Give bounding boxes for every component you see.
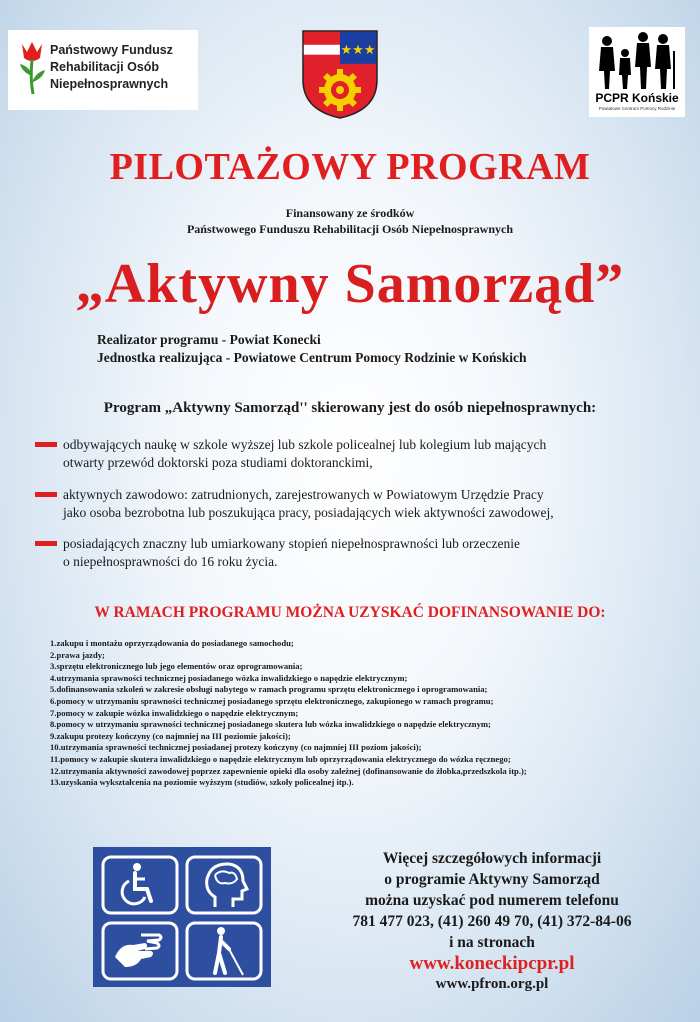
list-item: 11.pomocy w zakupie skutera inwalidzkiego o napędzie elektrycznym lub oprzyrządowania elektrycznego do wózka ręcznego; bbox=[50, 753, 511, 764]
list-item: 8.pomocy w utrzymaniu sprawności technicznej posiadanego skutera lub wózka inwalidzkiego o napędzie elektrycznym; bbox=[50, 719, 491, 730]
pfron-name-line: Niepełnosprawnych bbox=[50, 77, 169, 91]
bullet-line: odbywających naukę w szkole wyższej lub szkole policealnej lub kolegium lub mających bbox=[63, 437, 547, 452]
contact-line: można uzyskać pod numerem telefonu bbox=[365, 892, 619, 909]
realizer-line: Realizator programu - Powiat Konecki bbox=[97, 332, 321, 347]
pfron-name-line: Państwowy Fundusz bbox=[50, 43, 173, 57]
pfron-name-line: Rehabilitacji Osób bbox=[50, 60, 160, 74]
bullet-line: aktywnych zawodowo: zatrudnionych, zarejestrowanych w Powiatowym Urzędzie Pracy bbox=[63, 487, 544, 502]
list-item: 1.zakupu i montażu oprzyrządowania do posiadanego samochodu; bbox=[50, 638, 294, 648]
program-name: „Aktywny Samorząd” bbox=[75, 253, 625, 315]
funding-heading: W RAMACH PROGRAMU MOŻNA UZYSKAĆ DOFINANSOWANIE DO: bbox=[94, 604, 606, 621]
bullet-line: posiadających znaczny lub umiarkowany stopień niepełnosprawności lub orzeczenie bbox=[63, 536, 520, 551]
tulip-icon bbox=[18, 38, 48, 96]
coat-of-arms bbox=[300, 28, 380, 120]
contact-line: o programie Aktywny Samorząd bbox=[384, 871, 600, 888]
pcpr-name: PCPR Końskie bbox=[595, 91, 679, 105]
funding-line: Państwowego Funduszu Rehabilitacji Osób Niepełnosprawnych bbox=[186, 222, 514, 236]
list-item: 12.utrzymania aktywności zawodowej poprzez zapewnienie opieki dla osoby zależnej (dofinansowanie do żłobka,przedszkola itp.); bbox=[50, 765, 527, 776]
target-bullet bbox=[63, 535, 520, 571]
executor-line: Jednostka realizująca - Powiatowe Centrum Pomocy Rodzinie w Końskich bbox=[97, 350, 527, 365]
list-item: 9.zakupu protezy kończyny (co najmniej na III poziomie jakości); bbox=[50, 730, 291, 741]
svg-text:★★★: ★★★ bbox=[340, 43, 376, 58]
head-brain-icon bbox=[185, 855, 263, 915]
pcpr-logo bbox=[589, 27, 685, 117]
blind-cane-icon bbox=[185, 921, 263, 981]
list-item: 7.pomocy w zakupie wózka inwalidzkiego o napędzie elektrycznym; bbox=[50, 707, 299, 718]
target-bullet bbox=[63, 486, 554, 522]
page-title: PILOTAŻOWY PROGRAM bbox=[109, 146, 591, 188]
realizer-info bbox=[97, 331, 526, 367]
list-item: 5.dofinansowania szkoleń w zakresie obsługi nabytego w ramach programu sprzętu elektronicznego i oprogramowania; bbox=[50, 684, 488, 695]
website-link-pcpr[interactable]: www.koneckipcpr.pl bbox=[409, 953, 575, 974]
list-item: 4.utrzymania sprawności technicznej posiadanego wózka inwalidzkiego o napędzie elektrycznym; bbox=[50, 672, 408, 683]
pcpr-subtitle: Powiatowe Centrum Pomocy Rodzinie bbox=[598, 106, 676, 111]
bullet-marker bbox=[35, 492, 57, 497]
bullet-line: o niepełnosprawności do 16 roku życia. bbox=[63, 554, 278, 569]
list-item: 13.uzyskania wykształcenia na poziomie wyższym (studiów, szkoły policealnej itp.). bbox=[50, 777, 354, 788]
bullet-line: jako osoba bezrobotna lub poszukująca pracy, posiadających wiek aktywności zawodowej, bbox=[63, 505, 554, 520]
family-figures-icon bbox=[595, 31, 679, 89]
funding-note bbox=[0, 205, 700, 237]
target-heading: Program „Aktywny Samorząd'' skierowany jest do osób niepełnosprawnych: bbox=[103, 400, 597, 416]
funding-line: Finansowany ze środków bbox=[285, 206, 415, 220]
bullet-marker bbox=[35, 541, 57, 546]
gear-icon bbox=[319, 69, 361, 111]
sign-language-icon bbox=[101, 921, 179, 981]
target-bullet bbox=[63, 436, 546, 472]
contact-line: i na stronach bbox=[449, 934, 535, 951]
list-item: 10.utrzymania sprawności technicznej posiadanej protezy kończyny (co najmniej III poziom jakości); bbox=[50, 742, 422, 753]
contact-line: Więcej szczegółowych informacji bbox=[382, 850, 602, 867]
website-link-pfron[interactable]: www.pfron.org.pl bbox=[435, 976, 549, 992]
pfron-logo bbox=[8, 30, 198, 110]
accessibility-icons-panel bbox=[93, 847, 271, 987]
list-item: 2.prawa jazdy; bbox=[50, 649, 105, 660]
funding-list bbox=[50, 638, 527, 789]
bullet-marker bbox=[35, 442, 57, 447]
contact-info bbox=[292, 848, 692, 995]
phone-numbers: 781 477 023, (41) 260 49 70, (41) 372-84-06 bbox=[352, 913, 632, 930]
wheelchair-icon bbox=[101, 855, 179, 915]
bullet-line: otwarty przewód doktorski poza studiami doktoranckimi, bbox=[63, 455, 373, 470]
list-item: 3.sprzętu elektronicznego lub jego elementów oraz oprogramowania; bbox=[50, 661, 303, 672]
list-item: 6.pomocy w utrzymaniu sprawności technicznej posiadanego sprzętu elektronicznego, zakupionego w ramach programu; bbox=[50, 695, 494, 706]
